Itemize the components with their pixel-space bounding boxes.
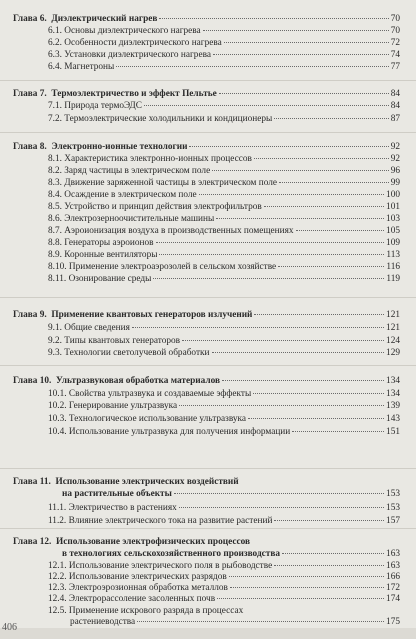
leader-dots — [254, 314, 384, 315]
section-entry — [48, 166, 400, 177]
chapter-11-heading-cont: на растительные объекты 153 — [62, 489, 400, 499]
section-entry — [48, 323, 400, 334]
entry-title: 8.2. Заряд частицы в электрическом поле — [48, 166, 211, 176]
entry-title: 8.9. Коронные вентиляторы — [48, 250, 158, 260]
entry-title: 11.1. Электричество в растениях — [48, 503, 177, 513]
section-entry — [48, 26, 400, 37]
section-entry — [48, 238, 400, 249]
entry-page: 124 — [386, 336, 400, 346]
entry-title: 10.2. Генерирование ультразвука — [48, 401, 178, 411]
entry-title: Глава 6. Диэлектрический нагрев — [13, 14, 158, 24]
section-entry — [48, 50, 400, 61]
entry-title: 6.2. Особенности диэлектрического нагрева — [48, 38, 222, 48]
separator — [0, 132, 416, 133]
entry-page: 92 — [390, 142, 400, 152]
entry-page: 116 — [386, 262, 400, 272]
section-entry — [48, 38, 400, 49]
section-entry — [48, 62, 400, 73]
entry-title: 9.2. Типы квантовых генераторов — [48, 336, 181, 346]
section-12-5-cont: растениеводства 175 — [70, 617, 400, 627]
leader-dots — [274, 565, 384, 566]
leader-dots — [189, 146, 388, 147]
entry-title: 6.3. Установки диэлектрического нагрева — [48, 50, 211, 60]
entry-title: 8.4. Осаждение в электрическом поле — [48, 190, 197, 200]
leader-dots — [274, 118, 388, 119]
entry-page: 87 — [390, 114, 400, 124]
leader-dots — [254, 158, 389, 159]
section-entry — [48, 114, 400, 125]
entry-page: 157 — [386, 516, 400, 526]
entry-title: 9.1. Общие сведения — [48, 323, 130, 333]
entry-title: Глава 9. Применение квантовых генераторов излучений — [13, 310, 253, 320]
leader-dots — [219, 93, 389, 94]
leader-dots — [274, 520, 384, 521]
entry-page: 134 — [386, 376, 400, 386]
leader-dots — [179, 507, 384, 508]
section-entry — [48, 583, 400, 594]
entry-page: 74 — [390, 50, 400, 60]
entry-page: 151 — [386, 427, 400, 437]
section-12-5: 12.5. Применение искрового разряда в процессах — [48, 606, 244, 616]
entry-page: 153 — [386, 503, 400, 513]
leader-dots — [212, 170, 389, 171]
entry-page: 121 — [386, 310, 400, 320]
entry-title: 8.7. Аэроионизация воздуха в производственных помещениях — [48, 226, 294, 236]
leader-dots — [116, 66, 388, 67]
entry-page: 92 — [390, 154, 400, 164]
leader-dots — [213, 54, 389, 55]
leader-dots — [156, 242, 384, 243]
section-entry — [48, 561, 400, 572]
entry-title: 8.6. Электрозерноочистительные машины — [48, 214, 215, 224]
leader-dots — [132, 327, 384, 328]
entry-title: Глава 8. Электронно-ионные технологии — [13, 142, 188, 152]
separator — [0, 297, 416, 298]
entry-page: 100 — [386, 190, 400, 200]
section-entry — [48, 594, 400, 605]
entry-page: 105 — [386, 226, 400, 236]
entry-page: 174 — [386, 594, 400, 604]
entry-page: 70 — [390, 14, 400, 24]
section-entry — [48, 348, 400, 359]
entry-page: 103 — [386, 214, 400, 224]
entry-title: 10.3. Технологическое использование ультразвука — [48, 414, 247, 424]
page-number: 406 — [2, 622, 17, 633]
chapter-heading — [13, 89, 400, 100]
chapter-heading — [13, 376, 400, 387]
entry-title: 6.4. Магнетроны — [48, 62, 115, 72]
leader-dots — [216, 218, 384, 219]
leader-dots — [279, 182, 389, 183]
entry-title: 7.1. Природа термоЭДС — [48, 101, 142, 111]
leader-dots — [179, 405, 384, 406]
section-entry — [48, 154, 400, 165]
entry-page: 77 — [390, 62, 400, 72]
leader-dots — [224, 42, 389, 43]
entry-page: 99 — [390, 178, 400, 188]
entry-title: Глава 7. Термоэлектричество и эффект Пельтье — [13, 89, 217, 99]
leader-dots — [253, 393, 384, 394]
entry-title: 12.1. Использование электрического поля в рыбоводстве — [48, 561, 273, 571]
section-entry — [48, 274, 400, 285]
entry-title: Глава 10. Ультразвуковая обработка материалов — [13, 376, 221, 386]
entry-page: 101 — [386, 202, 400, 212]
leader-dots — [144, 105, 389, 106]
chapter-12-heading-cont: в технологиях сельскохозяйственного производства 163 — [62, 549, 400, 559]
entry-page: 163 — [386, 561, 400, 571]
entry-page: 121 — [386, 323, 400, 333]
entry-page: 113 — [386, 250, 400, 260]
entry-title: 8.1. Характеристика электронно-ионных процессов — [48, 154, 252, 164]
entry-title: 12.2. Использование электрических разрядов — [48, 572, 227, 582]
chapter-heading — [13, 310, 400, 321]
leader-dots — [296, 230, 385, 231]
section-entry — [48, 262, 400, 273]
entry-page: 143 — [386, 414, 400, 424]
page-bottom-edge — [0, 628, 416, 639]
entry-page: 134 — [386, 389, 400, 399]
chapter-12-heading: Глава 12. Использование электрофизических процессов — [13, 537, 251, 547]
entry-page: 172 — [386, 583, 400, 593]
entry-title: 8.10. Применение электроаэрозолей в сельском хозяйстве — [48, 262, 277, 272]
section-entry — [48, 414, 400, 425]
entry-title: 6.1. Основы диэлектрического нагрева — [48, 26, 201, 36]
section-entry — [48, 401, 400, 412]
leader-dots — [182, 340, 384, 341]
section-entry — [48, 572, 400, 583]
leader-dots — [199, 194, 384, 195]
entry-page: 129 — [386, 348, 400, 358]
entry-title: 9.3. Технологии светолучевой обработки — [48, 348, 210, 358]
section-entry — [48, 178, 400, 189]
leader-dots — [264, 206, 384, 207]
leader-dots — [217, 598, 384, 599]
entry-page: 70 — [390, 26, 400, 36]
leader-dots — [203, 30, 389, 31]
leader-dots — [292, 431, 384, 432]
entry-page: 139 — [386, 401, 400, 411]
separator — [0, 528, 416, 529]
section-entry — [48, 190, 400, 201]
entry-title: 8.5. Устройство и принцип действия электрофильтров — [48, 202, 262, 212]
entry-title: 8.3. Движение заряженной частицы в электрическом поле — [48, 178, 278, 188]
section-entry — [48, 226, 400, 237]
leader-dots — [159, 254, 384, 255]
separator — [0, 80, 416, 81]
leader-dots — [153, 278, 384, 279]
separator — [0, 468, 416, 469]
entry-page: 109 — [386, 238, 400, 248]
section-entry — [48, 516, 400, 527]
entry-page: 96 — [390, 166, 400, 176]
chapter-heading — [13, 14, 400, 25]
section-entry — [48, 503, 400, 514]
entry-title: 12.3. Электроэрозионная обработка металлов — [48, 583, 228, 593]
entry-title: 10.4. Использование ультразвука для получения информации — [48, 427, 291, 437]
section-entry — [48, 250, 400, 261]
section-entry — [48, 101, 400, 112]
section-entry — [48, 389, 400, 400]
leader-dots — [278, 266, 384, 267]
entry-title: 8.11. Озонирование среды — [48, 274, 152, 284]
entry-page: 119 — [386, 274, 400, 284]
separator — [0, 365, 416, 366]
leader-dots — [222, 380, 384, 381]
entry-page: 84 — [390, 101, 400, 111]
chapter-11-heading: Глава 11. Использование электрических воздействий — [13, 477, 239, 487]
section-entry — [48, 214, 400, 225]
leader-dots — [229, 576, 384, 577]
entry-title: 11.2. Влияние электрического тока на развитие растений — [48, 516, 273, 526]
leader-dots — [248, 418, 384, 419]
chapter-heading — [13, 142, 400, 153]
leader-dots — [212, 352, 385, 353]
section-entry — [48, 202, 400, 213]
section-entry — [48, 336, 400, 347]
leader-dots — [159, 18, 388, 19]
entry-title: 8.8. Генераторы аэроионов — [48, 238, 154, 248]
section-entry — [48, 427, 400, 438]
entry-title: 12.4. Электрорассоление засоленных почв — [48, 594, 216, 604]
entry-page: 72 — [390, 38, 400, 48]
leader-dots — [230, 587, 384, 588]
entry-page: 166 — [386, 572, 400, 582]
entry-title: 10.1. Свойства ультразвука и создаваемые эффекты — [48, 389, 252, 399]
entry-title: 7.2. Термоэлектрические холодильники и кондиционеры — [48, 114, 273, 124]
entry-page: 84 — [390, 89, 400, 99]
